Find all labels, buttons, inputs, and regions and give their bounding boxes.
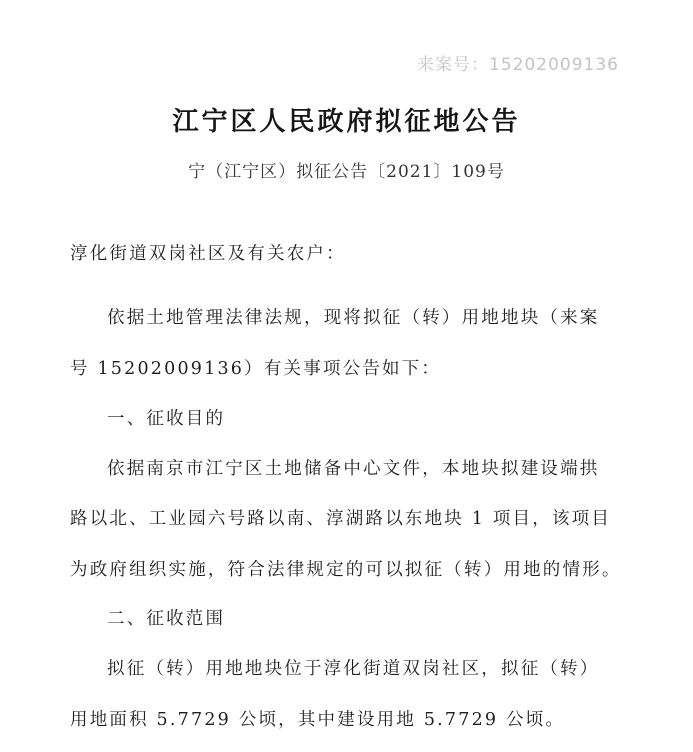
document-title: 江宁区人民政府拟征地公告: [172, 107, 521, 137]
section-2-line-1: 拟征（转）用地地块位于淳化街道双岗社区，拟征（转）: [107, 659, 600, 679]
section-1-heading: 一、征收目的: [107, 409, 226, 429]
intro-line-1: 依据土地管理法律法规，现将拟征（转）用地地块（来案: [107, 308, 600, 328]
document-number: 宁（江宁区）拟征公告〔2021〕109号: [188, 162, 505, 182]
section-2-line-2: 用地面积 5.7729 公顷，其中建设用地 5.7729 公顷。: [70, 710, 566, 730]
section-2-heading: 二、征收范围: [107, 609, 226, 629]
section-1-line-2: 路以北、工业园六号路以南、淳湖路以东地块 1 项目，该项目: [70, 509, 612, 529]
salutation: 淳化街道双岗社区及有关农户：: [70, 244, 346, 264]
section-1-line-1: 依据南京市江宁区土地储备中心文件，本地块拟建设端拱: [107, 459, 600, 479]
record-number: 来案号：15202009136: [417, 55, 619, 75]
section-1-line-3: 为政府组织实施，符合法律规定的可以拟征（转）用地的情形。: [70, 560, 622, 580]
intro-line-2: 号 15202009136）有关事项公告如下：: [70, 359, 442, 379]
